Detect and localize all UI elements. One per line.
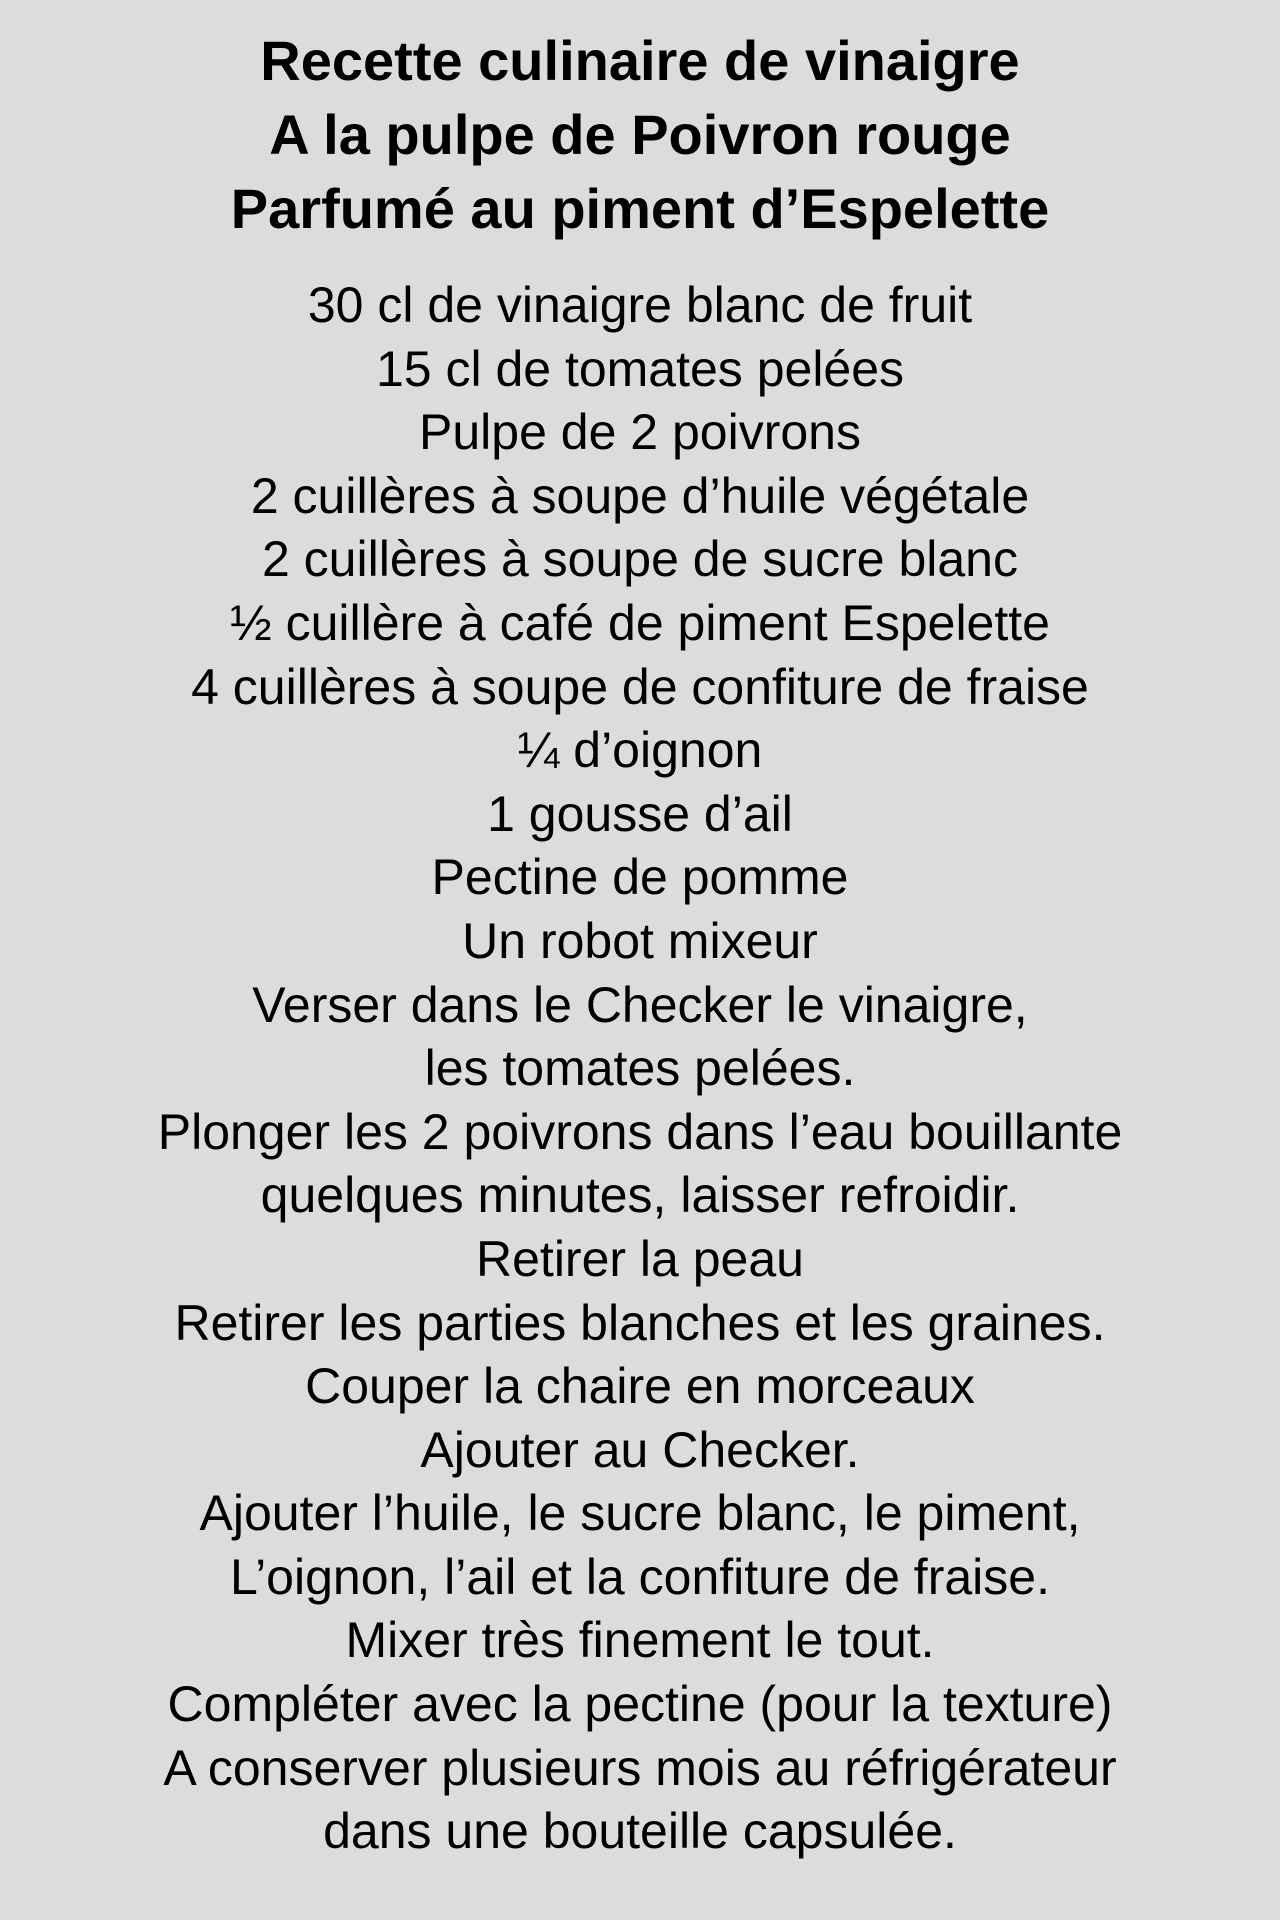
recipe-body (0, 274, 1280, 1864)
ingredient-line: 4 cuillères à soupe de confiture de fraise (191, 658, 1089, 715)
instruction-line: quelques minutes, laisser refroidir. (260, 1167, 1020, 1224)
ingredient-line: Pulpe de 2 poivrons (419, 404, 861, 461)
instruction-line: Retirer la peau (476, 1230, 804, 1287)
ingredient-line: Pectine de pomme (431, 849, 849, 906)
recipe-title (0, 24, 1280, 246)
instruction-line: Plonger les 2 poivrons dans l’eau bouillante (157, 1103, 1123, 1160)
instruction-line: dans une bouteille capsulée. (323, 1803, 957, 1860)
ingredient-line: 1 gousse d’ail (487, 785, 793, 842)
ingredient-line: 2 cuillères à soupe de sucre blanc (261, 531, 1018, 588)
instruction-line: Ajouter au Checker. (420, 1421, 860, 1478)
title-line-3: Parfumé au piment d’Espelette (230, 177, 1050, 240)
ingredient-line: ¼ d’oignon (517, 722, 763, 779)
title-line-2: A la pulpe de Poivron rouge (269, 103, 1011, 166)
instruction-line: L’oignon, l’ail et la confiture de fraise. (230, 1548, 1050, 1605)
instruction-line: Verser dans le Checker le vinaigre, (252, 976, 1028, 1033)
ingredient-line: Un robot mixeur (462, 912, 818, 969)
instruction-line: Couper la chaire en morceaux (305, 1358, 975, 1415)
ingredient-line: 30 cl de vinaigre blanc de fruit (307, 277, 973, 333)
title-line-1: Recette culinaire de vinaigre (260, 29, 1020, 92)
instruction-line: Ajouter l’huile, le sucre blanc, le piment, (199, 1485, 1081, 1542)
instruction-line: Retirer les parties blanches et les graines. (174, 1294, 1106, 1351)
instruction-line: A conserver plusieurs mois au réfrigérateur (163, 1739, 1117, 1796)
instruction-line: Compléter avec la pectine (pour la texture) (167, 1676, 1113, 1733)
instruction-line: Mixer très finement le tout. (345, 1612, 935, 1669)
ingredient-line: 15 cl de tomates pelées (375, 340, 905, 397)
instruction-line: les tomates pelées. (424, 1040, 856, 1097)
ingredient-line: 2 cuillères à soupe d’huile végétale (250, 467, 1030, 524)
ingredient-line: ½ cuillère à café de piment Espelette (230, 594, 1050, 651)
